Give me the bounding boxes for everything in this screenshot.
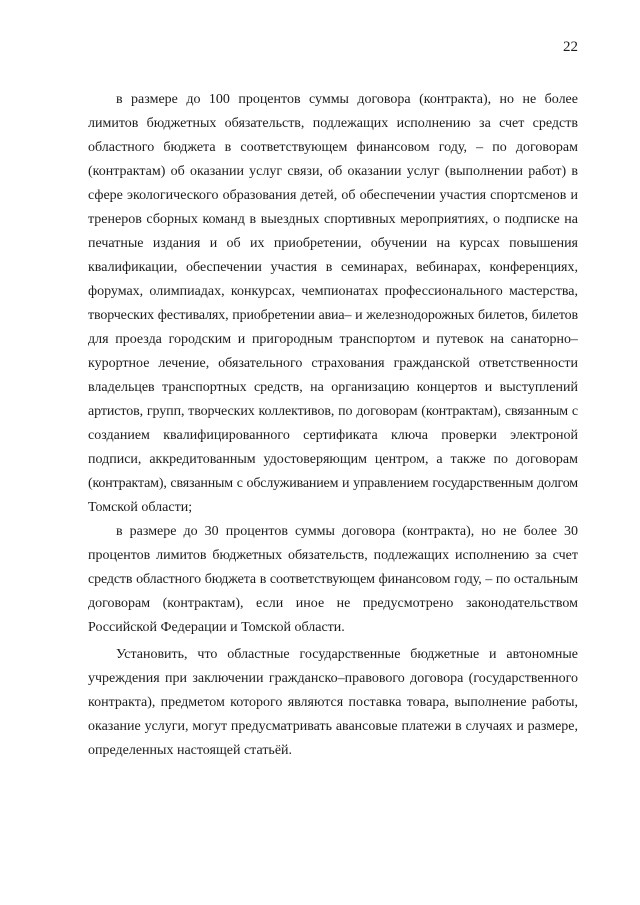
text-line: (контрактам) об оказании услуг связи, об оказании услуг (выполнении работ) в (88, 164, 578, 179)
page-number: 22 (563, 39, 578, 55)
text-line: созданием квалифицированного сертификата ключа проверки электроной (88, 428, 578, 443)
document-body (88, 88, 578, 763)
paragraph-3 (88, 643, 578, 763)
text-line: оказание услуги, могут предусматривать авансовые платежи в случаях и размере, (88, 719, 578, 734)
text-line: Томской области; (88, 500, 193, 515)
text-line: (контрактам), связанным с обслуживанием и управлением государственным долгом (88, 476, 578, 491)
text-line: форумах, олимпиадах, конкурсах, чемпионатах профессионального мастерства, (88, 284, 578, 299)
paragraph-2 (88, 520, 578, 640)
text-line: лимитов бюджетных обязательств, подлежащих исполнению за счет средств (88, 116, 578, 131)
text-line: договорам (контрактам), если иное не предусмотрено законодательством (88, 596, 578, 611)
text-line: учреждения при заключении гражданско–правового договора (государственного (88, 671, 578, 686)
text-line: артистов, групп, творческих коллективов, по договорам (контрактам), связанным с (88, 404, 578, 419)
text-line: курортное лечение, обязательного страхования гражданской ответственности (88, 356, 578, 371)
text-line: средств областного бюджета в соответствующем финансовом году, – по остальным (88, 572, 578, 587)
text-line: квалификации, обеспечении участия в семинарах, вебинарах, конференциях, (88, 260, 578, 275)
text-line: контракта), предметом которого являются поставка товара, выполнение работы, (88, 695, 578, 710)
text-line: подписи, аккредитованным удостоверяющим центром, а также по договорам (88, 452, 578, 467)
text-line: областного бюджета в соответствующем финансовом году, – по договорам (88, 140, 578, 155)
text-line: в размере до 100 процентов суммы договора (контракта), но не более (116, 92, 578, 107)
text-line: Установить, что областные государственные бюджетные и автономные (116, 647, 578, 662)
text-line: сфере экологического образования детей, об обеспечении участия спортсменов и (88, 188, 578, 203)
text-line: в размере до 30 процентов суммы договора (контракта), но не более 30 (116, 524, 578, 539)
text-line: печатные издания и об их приобретении, обучении на курсах повышения (88, 236, 578, 251)
text-line: Российской Федерации и Томской области. (88, 620, 345, 635)
text-line: творческих фестивалях, приобретении авиа– и железнодорожных билетов, билетов (88, 308, 578, 323)
text-line: тренеров сборных команд в выездных спортивных мероприятиях, о подписке на (88, 212, 578, 227)
text-line: для проезда городским и пригородным транспортом и путевок на санаторно– (88, 332, 578, 347)
paragraph-1 (88, 88, 578, 520)
text-line: владельцев транспортных средств, на организацию концертов и выступлений (88, 380, 578, 395)
text-line: процентов лимитов бюджетных обязательств, подлежащих исполнению за счет (88, 548, 578, 563)
text-line: определенных настоящей статьёй. (88, 743, 293, 758)
